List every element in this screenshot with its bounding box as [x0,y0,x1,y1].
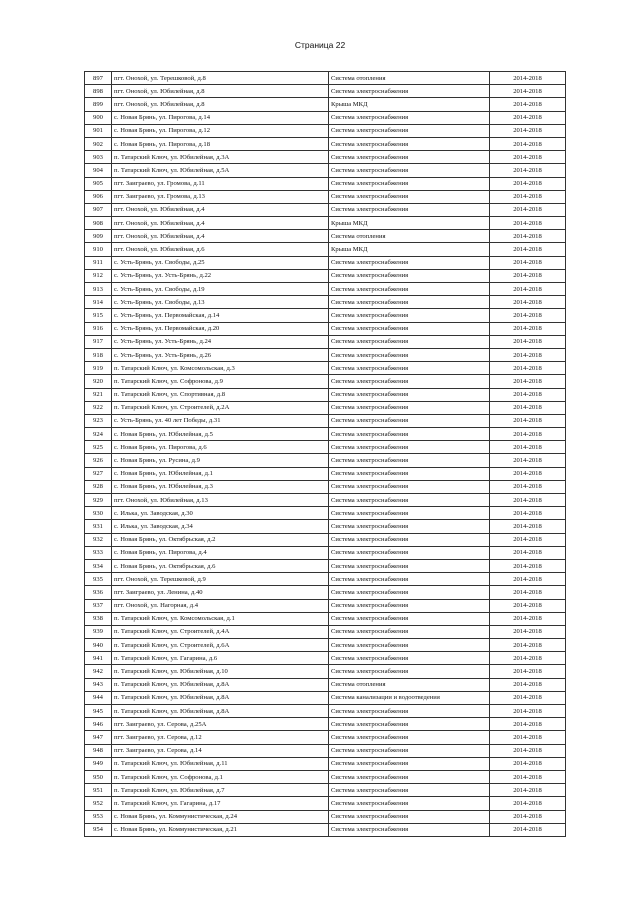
address-cell: с. Новая Брянь, ул. Пирогова, д.4 [112,546,329,559]
period-cell: 2014-2018 [490,111,566,124]
system-cell: Система электроснабжения [329,322,490,335]
table-row [85,309,566,322]
page-title: Страница 22 [294,40,346,50]
system-cell: Система электроснабжения [329,388,490,401]
table-row [85,203,566,216]
row-number: 933 [85,546,112,559]
system-cell: Система электроснабжения [329,494,490,507]
system-cell: Система электроснабжения [329,480,490,493]
system-cell: Система электроснабжения [329,362,490,375]
table-row [85,507,566,520]
row-number: 935 [85,573,112,586]
table-row [85,256,566,269]
system-cell: Система электроснабжения [329,401,490,414]
table-row [85,230,566,243]
period-cell: 2014-2018 [490,678,566,691]
row-number: 904 [85,164,112,177]
row-number: 905 [85,177,112,190]
period-cell: 2014-2018 [490,348,566,361]
system-cell: Система отопления [329,678,490,691]
period-cell: 2014-2018 [490,520,566,533]
system-cell: Система электроснабжения [329,177,490,190]
row-number: 915 [85,309,112,322]
system-cell: Система электроснабжения [329,348,490,361]
period-cell: 2014-2018 [490,428,566,441]
period-cell: 2014-2018 [490,441,566,454]
row-number: 906 [85,190,112,203]
row-number: 897 [85,72,112,85]
table-row [85,72,566,85]
table-row [85,85,566,98]
table-row [85,454,566,467]
address-cell: пгт. Заиграево, ул. Серова, д.25А [112,718,329,731]
table-row [85,691,566,704]
table-row [85,652,566,665]
row-number: 916 [85,322,112,335]
address-cell: п. Татарский Ключ, ул. Комсомольская, д.1 [112,612,329,625]
system-cell: Система электроснабжения [329,375,490,388]
table-row [85,441,566,454]
address-cell: с. Усть-Брянь, ул. Усть-Брянь, д.22 [112,269,329,282]
row-number: 922 [85,401,112,414]
system-cell: Система электроснабжения [329,85,490,98]
table-row [85,520,566,533]
system-cell: Система электроснабжения [329,612,490,625]
register-table [84,71,566,837]
table-row [85,612,566,625]
system-cell: Система электроснабжения [329,467,490,480]
row-number: 934 [85,559,112,572]
table-row [85,639,566,652]
row-number: 939 [85,625,112,638]
system-cell: Система электроснабжения [329,757,490,770]
period-cell: 2014-2018 [490,124,566,137]
system-cell: Система электроснабжения [329,718,490,731]
system-cell: Система электроснабжения [329,164,490,177]
system-cell: Система электроснабжения [329,428,490,441]
system-cell: Система электроснабжения [329,731,490,744]
system-cell: Система электроснабжения [329,296,490,309]
row-number: 900 [85,111,112,124]
table-row [85,718,566,731]
address-cell: с. Усть-Брянь, ул. Усть-Брянь, д.26 [112,348,329,361]
table-row [85,731,566,744]
row-number: 908 [85,217,112,230]
system-cell: Система электроснабжения [329,269,490,282]
row-number: 899 [85,98,112,111]
row-number: 945 [85,705,112,718]
period-cell: 2014-2018 [490,639,566,652]
period-cell: 2014-2018 [490,296,566,309]
period-cell: 2014-2018 [490,137,566,150]
period-cell: 2014-2018 [490,744,566,757]
system-cell: Система электроснабжения [329,203,490,216]
address-cell: с. Усть-Брянь, ул. Первомайская, д.14 [112,309,329,322]
row-number: 912 [85,269,112,282]
address-cell: п. Татарский Ключ, ул. Юбилейная, д.10 [112,665,329,678]
system-cell: Система электроснабжения [329,546,490,559]
row-number: 946 [85,718,112,731]
system-cell: Система электроснабжения [329,823,490,836]
table-row [85,362,566,375]
period-cell: 2014-2018 [490,757,566,770]
system-cell: Система электроснабжения [329,256,490,269]
system-cell: Система электроснабжения [329,190,490,203]
row-number: 920 [85,375,112,388]
address-cell: с. Илька, ул. Заводская, д.30 [112,507,329,520]
period-cell: 2014-2018 [490,586,566,599]
period-cell: 2014-2018 [490,546,566,559]
table-row [85,586,566,599]
period-cell: 2014-2018 [490,705,566,718]
period-cell: 2014-2018 [490,151,566,164]
table-row [85,784,566,797]
address-cell: п. Татарский Ключ, ул. Юбилейная, д.8А [112,705,329,718]
row-number: 930 [85,507,112,520]
address-cell: с. Усть-Брянь, ул. 40 лет Победы, д.31 [112,414,329,427]
address-cell: п. Татарский Ключ, ул. Юбилейная, д.7 [112,784,329,797]
period-cell: 2014-2018 [490,85,566,98]
system-cell: Система электроснабжения [329,705,490,718]
address-cell: п. Татарский Ключ, ул. Строителей, д.2А [112,401,329,414]
system-cell: Крыша МКД [329,217,490,230]
address-cell: п. Татарский Ключ, ул. Софронова, д.1 [112,770,329,783]
table-row [85,388,566,401]
period-cell: 2014-2018 [490,573,566,586]
system-cell: Система электроснабжения [329,335,490,348]
address-cell: с. Новая Брянь, ул. Октябрьская, д.6 [112,559,329,572]
row-number: 929 [85,494,112,507]
period-cell: 2014-2018 [490,467,566,480]
row-number: 948 [85,744,112,757]
row-number: 925 [85,441,112,454]
row-number: 909 [85,230,112,243]
address-cell: пгт. Онохой, ул. Юбилейная, д.4 [112,230,329,243]
system-cell: Система электроснабжения [329,744,490,757]
period-cell: 2014-2018 [490,388,566,401]
system-cell: Система электроснабжения [329,137,490,150]
period-cell: 2014-2018 [490,72,566,85]
table-row [85,810,566,823]
address-cell: п. Татарский Ключ, ул. Комсомольская, д.3 [112,362,329,375]
period-cell: 2014-2018 [490,718,566,731]
address-cell: с. Усть-Брянь, ул. Свободы, д.25 [112,256,329,269]
table-row [85,164,566,177]
period-cell: 2014-2018 [490,810,566,823]
table-row [85,414,566,427]
row-number: 907 [85,203,112,216]
system-cell: Система электроснабжения [329,507,490,520]
address-cell: с. Новая Брянь, ул. Русина, д.9 [112,454,329,467]
table-row [85,111,566,124]
period-cell: 2014-2018 [490,691,566,704]
row-number: 918 [85,348,112,361]
row-number: 938 [85,612,112,625]
address-cell: с. Новая Брянь, ул. Пирогова, д.14 [112,111,329,124]
address-cell: с. Новая Брянь, ул. Юбилейная, д.1 [112,467,329,480]
table-row [85,625,566,638]
row-number: 936 [85,586,112,599]
period-cell: 2014-2018 [490,375,566,388]
table-row [85,599,566,612]
row-number: 954 [85,823,112,836]
system-cell: Крыша МКД [329,243,490,256]
address-cell: п. Татарский Ключ, ул. Гагарина, д.6 [112,652,329,665]
period-cell: 2014-2018 [490,533,566,546]
system-cell: Система электроснабжения [329,665,490,678]
table-row [85,546,566,559]
system-cell: Система электроснабжения [329,454,490,467]
table-row [85,467,566,480]
period-cell: 2014-2018 [490,797,566,810]
address-cell: пгт. Онохой, ул. Юбилейная, д.8 [112,98,329,111]
period-cell: 2014-2018 [490,665,566,678]
table-row [85,296,566,309]
table-row [85,151,566,164]
table-row [85,533,566,546]
period-cell: 2014-2018 [490,770,566,783]
system-cell: Система электроснабжения [329,784,490,797]
table-row [85,217,566,230]
period-cell: 2014-2018 [490,401,566,414]
row-number: 903 [85,151,112,164]
address-cell: с. Новая Брянь, ул. Юбилейная, д.3 [112,480,329,493]
period-cell: 2014-2018 [490,494,566,507]
table-row [85,335,566,348]
period-cell: 2014-2018 [490,309,566,322]
row-number: 927 [85,467,112,480]
table-row [85,348,566,361]
address-cell: пгт. Онохой, ул. Нагорная, д.4 [112,599,329,612]
system-cell: Система электроснабжения [329,652,490,665]
row-number: 942 [85,665,112,678]
row-number: 951 [85,784,112,797]
table-row [85,283,566,296]
address-cell: пгт. Заиграево, ул. Серова, д.12 [112,731,329,744]
period-cell: 2014-2018 [490,559,566,572]
table-row [85,744,566,757]
address-cell: п. Татарский Ключ, ул. Юбилейная, д.8А [112,678,329,691]
address-cell: п. Татарский Ключ, ул. Софронова, д.9 [112,375,329,388]
row-number: 911 [85,256,112,269]
table-row [85,573,566,586]
period-cell: 2014-2018 [490,256,566,269]
address-cell: п. Татарский Ключ, ул. Гагарина, д.17 [112,797,329,810]
table-row [85,269,566,282]
table-row [85,428,566,441]
row-number: 923 [85,414,112,427]
row-number: 914 [85,296,112,309]
address-cell: пгт. Заиграево, ул. Ленина, д.40 [112,586,329,599]
address-cell: п. Татарский Ключ, ул. Юбилейная, д.5А [112,164,329,177]
row-number: 941 [85,652,112,665]
table-row [85,705,566,718]
address-cell: пгт. Онохой, ул. Терешковой, д.8 [112,72,329,85]
system-cell: Система электроснабжения [329,124,490,137]
row-number: 949 [85,757,112,770]
period-cell: 2014-2018 [490,190,566,203]
row-number: 953 [85,810,112,823]
table-row [85,797,566,810]
address-cell: пгт. Заиграево, ул. Серова, д.14 [112,744,329,757]
row-number: 940 [85,639,112,652]
period-cell: 2014-2018 [490,164,566,177]
table-row [85,243,566,256]
row-number: 901 [85,124,112,137]
row-number: 919 [85,362,112,375]
system-cell: Система электроснабжения [329,283,490,296]
period-cell: 2014-2018 [490,652,566,665]
period-cell: 2014-2018 [490,322,566,335]
table-row [85,559,566,572]
table-row [85,401,566,414]
address-cell: п. Татарский Ключ, ул. Юбилейная, д.11 [112,757,329,770]
address-cell: пгт. Онохой, ул. Юбилейная, д.13 [112,494,329,507]
row-number: 928 [85,480,112,493]
address-cell: с. Новая Брянь, ул. Пирогова, д.12 [112,124,329,137]
address-cell: пгт. Онохой, ул. Юбилейная, д.8 [112,85,329,98]
row-number: 917 [85,335,112,348]
address-cell: пгт. Заиграево, ул. Громова, д.11 [112,177,329,190]
period-cell: 2014-2018 [490,98,566,111]
row-number: 921 [85,388,112,401]
address-cell: пгт. Онохой, ул. Юбилейная, д.4 [112,203,329,216]
system-cell: Система электроснабжения [329,639,490,652]
period-cell: 2014-2018 [490,823,566,836]
table-row [85,665,566,678]
table-row [85,177,566,190]
system-cell: Система электроснабжения [329,573,490,586]
period-cell: 2014-2018 [490,217,566,230]
period-cell: 2014-2018 [490,612,566,625]
system-cell: Система электроснабжения [329,559,490,572]
table-row [85,480,566,493]
period-cell: 2014-2018 [490,362,566,375]
address-cell: с. Новая Брянь, ул. Пирогова, д.18 [112,137,329,150]
address-cell: п. Татарский Ключ, ул. Спортивная, д.8 [112,388,329,401]
address-cell: пгт. Онохой, ул. Юбилейная, д.4 [112,217,329,230]
system-cell: Система электроснабжения [329,151,490,164]
address-cell: п. Татарский Ключ, ул. Строителей, д.6А [112,639,329,652]
row-number: 947 [85,731,112,744]
table-row [85,322,566,335]
table-row [85,494,566,507]
period-cell: 2014-2018 [490,243,566,256]
address-cell: с. Новая Брянь, ул. Пирогова, д.6 [112,441,329,454]
row-number: 937 [85,599,112,612]
address-cell: пгт. Заиграево, ул. Громова, д.13 [112,190,329,203]
row-number: 952 [85,797,112,810]
address-cell: с. Новая Брянь, ул. Октябрьская, д.2 [112,533,329,546]
system-cell: Система отопления [329,72,490,85]
system-cell: Система электроснабжения [329,309,490,322]
period-cell: 2014-2018 [490,599,566,612]
period-cell: 2014-2018 [490,283,566,296]
address-cell: с. Новая Брянь, ул. Юбилейная, д.5 [112,428,329,441]
system-cell: Система электроснабжения [329,599,490,612]
row-number: 924 [85,428,112,441]
address-cell: с. Усть-Брянь, ул. Свободы, д.13 [112,296,329,309]
row-number: 932 [85,533,112,546]
period-cell: 2014-2018 [490,507,566,520]
row-number: 898 [85,85,112,98]
period-cell: 2014-2018 [490,625,566,638]
row-number: 931 [85,520,112,533]
address-cell: с. Илька, ул. Заводская, д.34 [112,520,329,533]
system-cell: Система электроснабжения [329,441,490,454]
period-cell: 2014-2018 [490,480,566,493]
address-cell: с. Усть-Брянь, ул. Усть-Брянь, д.24 [112,335,329,348]
address-cell: с. Усть-Брянь, ул. Свободы, д.19 [112,283,329,296]
period-cell: 2014-2018 [490,203,566,216]
system-cell: Крыша МКД [329,98,490,111]
address-cell: п. Татарский Ключ, ул. Юбилейная, д.3А [112,151,329,164]
system-cell: Система электроснабжения [329,111,490,124]
system-cell: Система электроснабжения [329,810,490,823]
table-row [85,137,566,150]
period-cell: 2014-2018 [490,454,566,467]
period-cell: 2014-2018 [490,784,566,797]
row-number: 943 [85,678,112,691]
row-number: 950 [85,770,112,783]
period-cell: 2014-2018 [490,177,566,190]
address-cell: п. Татарский Ключ, ул. Юбилейная, д.8А [112,691,329,704]
system-cell: Система электроснабжения [329,625,490,638]
period-cell: 2014-2018 [490,269,566,282]
table-row [85,770,566,783]
table-row [85,98,566,111]
address-cell: пгт. Онохой, ул. Терешковой, д.9 [112,573,329,586]
system-cell: Система электроснабжения [329,533,490,546]
system-cell: Система электроснабжения [329,797,490,810]
address-cell: пгт. Онохой, ул. Юбилейная, д.6 [112,243,329,256]
row-number: 926 [85,454,112,467]
row-number: 913 [85,283,112,296]
row-number: 910 [85,243,112,256]
table-row [85,190,566,203]
system-cell: Система электроснабжения [329,414,490,427]
address-cell: с. Усть-Брянь, ул. Первомайская, д.20 [112,322,329,335]
period-cell: 2014-2018 [490,731,566,744]
row-number: 944 [85,691,112,704]
address-cell: с. Новая Брянь, ул. Коммунистическая, д.24 [112,810,329,823]
system-cell: Система электроснабжения [329,586,490,599]
table-row [85,757,566,770]
address-cell: п. Татарский Ключ, ул. Строителей, д.4А [112,625,329,638]
table-row [85,678,566,691]
period-cell: 2014-2018 [490,414,566,427]
table-row [85,375,566,388]
table-row [85,124,566,137]
register-table-body [85,72,566,837]
system-cell: Система электроснабжения [329,520,490,533]
period-cell: 2014-2018 [490,335,566,348]
period-cell: 2014-2018 [490,230,566,243]
row-number: 902 [85,137,112,150]
system-cell: Система отопления [329,230,490,243]
system-cell: Система электроснабжения [329,770,490,783]
table-row [85,823,566,836]
system-cell: Система канализации и водоотведения [329,691,490,704]
address-cell: с. Новая Брянь, ул. Коммунистическая, д.21 [112,823,329,836]
